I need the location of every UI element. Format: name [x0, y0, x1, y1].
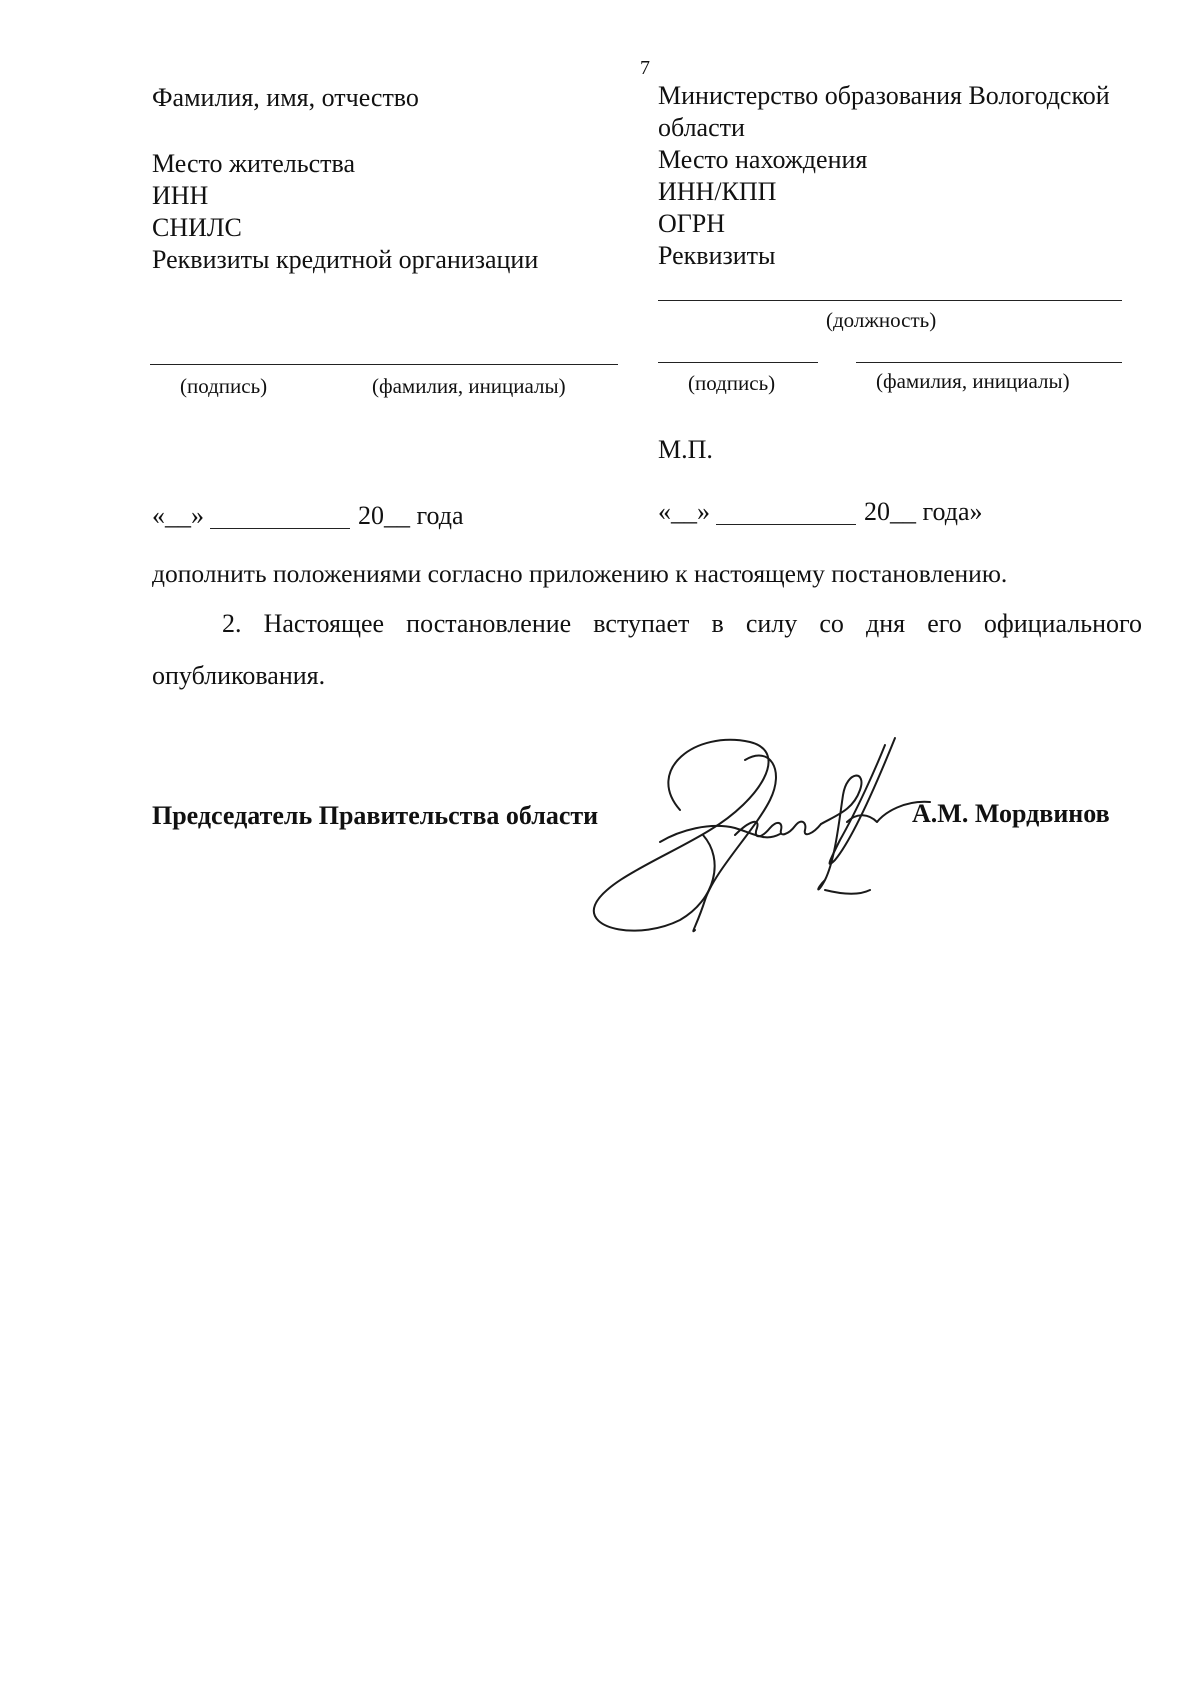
- page-number: 7: [640, 57, 650, 79]
- supplement-paragraph: дополнить положениями согласно приложению к настоящему постановлению.: [152, 559, 1008, 588]
- requisites-label: Реквизиты: [658, 241, 776, 270]
- right-date-month-line: [716, 524, 856, 525]
- ministry-name-line2: области: [658, 113, 745, 142]
- left-date-year: 20__ года: [358, 501, 464, 530]
- item-2-line1: 2. Настоящее постановление вступает в силу со дня его официального: [222, 609, 1142, 638]
- position-line: [658, 300, 1122, 301]
- position-caption: (должность): [826, 308, 937, 332]
- signatory-title: Председатель Правительства области: [152, 801, 599, 830]
- right-name-caption: (фамилия, инициалы): [876, 369, 1070, 393]
- inn-label: ИНН: [152, 181, 209, 210]
- inn-kpp-label: ИНН/КПП: [658, 177, 777, 206]
- right-date-day: «__»: [658, 497, 710, 526]
- handwritten-signature: [585, 730, 935, 950]
- left-signature-caption: (подпись): [180, 374, 268, 398]
- residence-label: Место жительства: [152, 149, 356, 178]
- ministry-name-line1: Министерство образования Вологодской: [658, 81, 1110, 110]
- signatory-name: А.М. Мордвинов: [912, 799, 1110, 828]
- left-date-month-line: [210, 528, 350, 529]
- left-name-caption: (фамилия, инициалы): [372, 374, 566, 398]
- full-name-label: Фамилия, имя, отчество: [152, 83, 419, 112]
- right-date-year: 20__ года»: [864, 497, 983, 526]
- bank-details-label: Реквизиты кредитной организации: [152, 245, 539, 274]
- right-signature-line: [658, 362, 818, 363]
- ogrn-label: ОГРН: [658, 209, 726, 238]
- snils-label: СНИЛС: [152, 213, 242, 242]
- location-label: Место нахождения: [658, 145, 868, 174]
- right-name-line: [856, 362, 1122, 363]
- stamp-place-label: М.П.: [658, 435, 713, 464]
- right-signature-caption: (подпись): [688, 371, 776, 395]
- item-2-line2: опубликования.: [152, 661, 326, 690]
- left-signature-line: [150, 364, 618, 365]
- left-date-day: «__»: [152, 501, 204, 530]
